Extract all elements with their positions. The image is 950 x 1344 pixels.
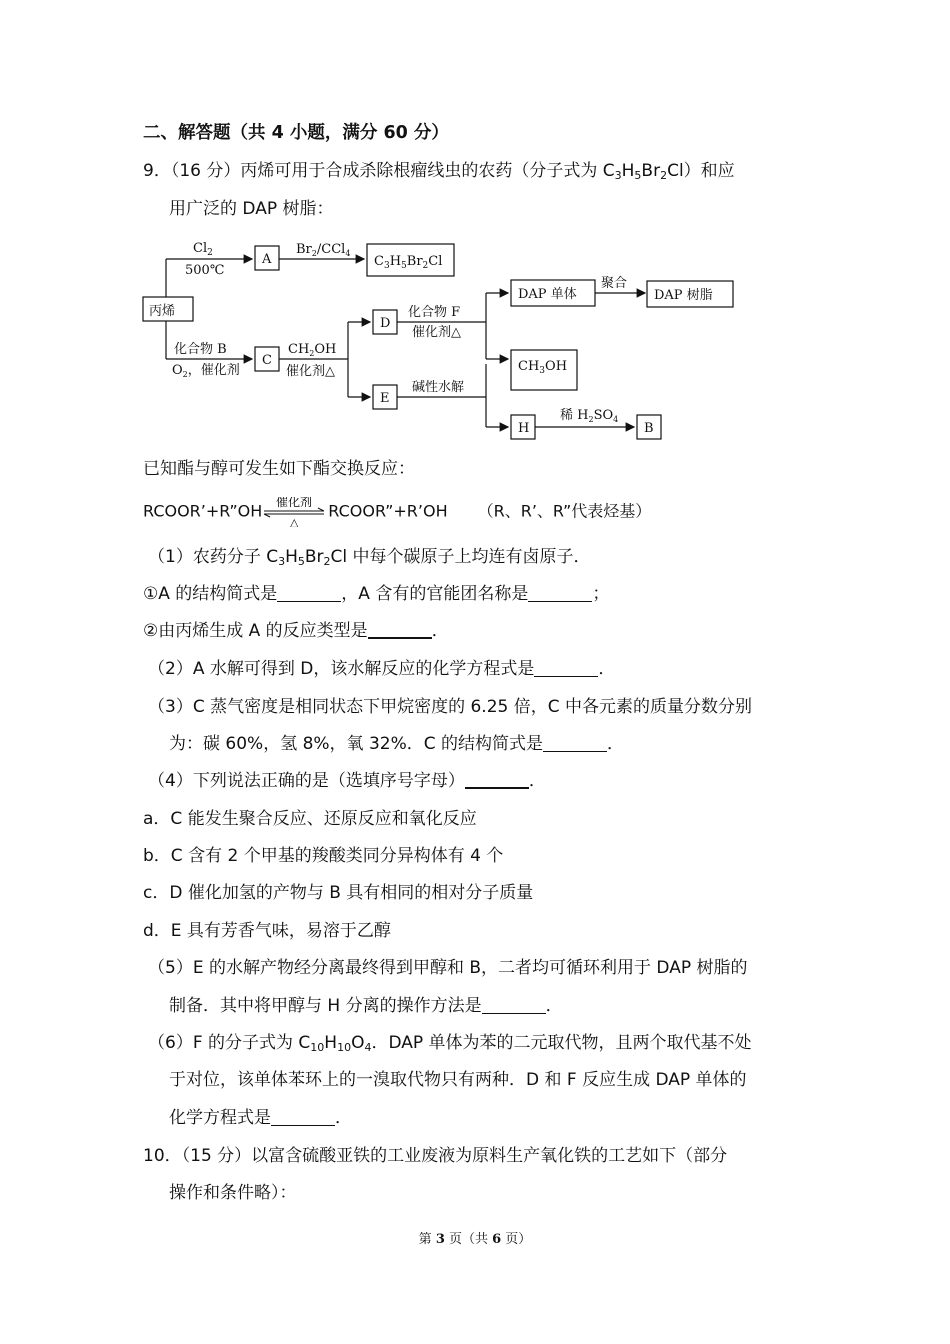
footer-pre: 第: [418, 1232, 436, 1247]
h-label: H: [518, 421, 530, 436]
q9-line1: [143, 160, 735, 182]
p2-end: ．: [598, 659, 616, 679]
answer-blank[interactable]: [534, 660, 598, 677]
resin-diagram-part: [645, 279, 737, 309]
sub-5b: 5: [297, 555, 305, 568]
eq-catalyst: 催化剂: [276, 497, 313, 509]
q9-part1: [148, 546, 591, 568]
footer-total-pages: 6: [492, 1232, 502, 1247]
eq-left: RCOOR’+R”OH: [143, 501, 263, 521]
formula-br: Br: [641, 161, 661, 181]
p6-end: ．: [335, 1108, 352, 1128]
page-footer: [0, 1228, 950, 1247]
footer-mid: 页（共: [444, 1232, 493, 1247]
q9-p1-text: （1）农药分子 C: [148, 547, 279, 567]
p1a-mid: ，A 含有的官能团名称是: [341, 584, 529, 604]
sub-10b: 10: [337, 1041, 352, 1054]
p1a-pre: ①A 的结构简式是: [143, 584, 278, 604]
ch3oh-label: $CH_3OH$: [518, 359, 568, 376]
sub-2b: 2: [323, 555, 331, 568]
resin-label: DAP 树脂: [654, 288, 713, 303]
o2-cat-label: $O_2$，催化剂: [172, 363, 240, 379]
sub-2: 2: [660, 169, 668, 182]
p5-pre: 制备．其中将甲醇与 H 分离的操作方法是: [169, 996, 482, 1016]
q9-part3-line2: [169, 733, 624, 755]
p6-pre: （6）F 的分子式为 C: [148, 1033, 311, 1053]
q9-part5-line2: [169, 995, 563, 1017]
option-b: b．C 含有 2 个甲基的羧酸类同分异构体有 4 个: [143, 846, 504, 866]
equilibrium-arrow: [262, 497, 328, 527]
formula-h-c: H: [324, 1033, 338, 1053]
q10-line2: 操作和条件略）：: [169, 1183, 297, 1203]
q9-line1-tail: ）和应: [683, 161, 735, 181]
p3-pre: 为：碳 60%，氢 8%，氧 32%．C 的结构简式是: [169, 734, 544, 754]
option-c: c．D 催化加氢的产物与 B 具有相同的相对分子质量: [143, 883, 534, 903]
b-label: B: [644, 421, 654, 436]
sub-3b: 3: [278, 555, 286, 568]
option-a: a．C 能发生聚合反应、还原反应和氧化反应: [143, 809, 477, 829]
q9-part4: [148, 770, 546, 792]
product-formula: $C_3H_5Br_2Cl$: [374, 254, 443, 271]
p1b-pre: ②由丙烯生成 A 的反应类型是: [143, 621, 368, 641]
q9-part5-line1: （5）E 的水解产物经分离最终得到甲醇和 B，二者均可循环利用于 DAP 树脂的: [148, 958, 748, 978]
q9-part6-line2: 于对位，该单体苯环上的一溴取代物只有两种．D 和 F 反应生成 DAP 单体的: [169, 1070, 747, 1090]
e-label: E: [380, 391, 390, 406]
cmpb-label: 化合物 B: [174, 342, 227, 357]
d-label: D: [380, 316, 391, 331]
formula-br-b: Br: [304, 547, 324, 567]
answer-blank[interactable]: [271, 1109, 335, 1126]
answer-blank[interactable]: [277, 585, 341, 602]
ch2oh-label: $CH_2OH$: [288, 342, 337, 358]
formula-o: O: [351, 1033, 365, 1053]
eq-right: RCOOR”+R’OH: [328, 501, 448, 521]
a-label: A: [262, 252, 272, 267]
answer-blank[interactable]: [528, 585, 592, 602]
formula-h-b: H: [285, 547, 298, 567]
known-text: 已知酯与醇可发生如下酯交换反应：: [143, 459, 415, 479]
answer-blank[interactable]: [368, 621, 432, 639]
formula-cl: Cl: [667, 161, 684, 181]
q9-p1-tail: Cl 中每个碳原子上均连有卤原子．: [330, 547, 591, 567]
temp-label: 500℃: [185, 263, 225, 278]
p6-tail: ．DAP 单体为苯的二元取代物，且两个取代基不处: [371, 1033, 752, 1053]
p1b-end: ．: [431, 621, 449, 641]
p4-end: ．: [528, 771, 546, 791]
propene-label: 丙烯: [149, 304, 176, 319]
cat3-label: 催化剂△: [412, 325, 461, 340]
q10-line1: 10．（15 分）以富含硫酸亚铁的工业废液为原料生产氧化铁的工艺如下（部分: [143, 1146, 728, 1166]
p4-pre: （4）下列说法正确的是（选填序号字母）: [148, 771, 465, 791]
answer-blank[interactable]: [543, 735, 607, 752]
eq-note: （R、R’、R”代表烃基）: [477, 501, 652, 521]
section-title: 二、解答题（共 4 小题，满分 60 分）: [143, 123, 449, 143]
transesterification-equation: [143, 497, 651, 527]
q9-part2: [148, 658, 615, 680]
cmpf-label: 化合物 F: [408, 305, 461, 320]
cat2-label: 催化剂△: [286, 364, 335, 379]
br2-ccl4-label: $Br_2/CCl_4$: [296, 242, 351, 258]
c-label: C: [262, 353, 272, 368]
q9-part3-line1: （3）C 蒸气密度是相同状态下甲烷密度的 6.25 倍，C 中各元素的质量分数分别: [148, 697, 753, 717]
q9-line1-text: 9．（16 分）丙烯可用于合成杀除根瘤线虫的农药（分子式为 C: [143, 161, 615, 181]
sub-5: 5: [634, 169, 642, 182]
footer-post: 页）: [501, 1232, 532, 1247]
option-d: d．E 具有芳香气味，易溶于乙醇: [143, 921, 391, 941]
q9-part1a: [143, 583, 609, 605]
p1a-end: ；: [592, 584, 610, 604]
sub-4: 4: [364, 1041, 372, 1054]
monomer-label: DAP 单体: [518, 287, 577, 302]
dilute-h2so4-label: 稀 $H_2SO_4$: [560, 408, 619, 424]
answer-blank[interactable]: [465, 771, 529, 789]
polymerize-label: 聚合: [601, 276, 628, 291]
q9-part1b: [143, 620, 449, 642]
q9-line2: 用广泛的 DAP 树脂：: [169, 199, 334, 219]
p2-pre: （2）A 水解可得到 D，该水解反应的化学方程式是: [148, 659, 535, 679]
q9-part6-line1: [148, 1032, 752, 1054]
eq-heat: △: [290, 516, 299, 527]
answer-blank[interactable]: [482, 997, 546, 1014]
sub-10: 10: [310, 1041, 325, 1054]
cl2-label: $Cl_2$: [193, 241, 213, 258]
sub-3: 3: [614, 169, 622, 182]
p3-end: ．: [607, 734, 625, 754]
hydrolysis-label: 碱性水解: [412, 380, 465, 395]
reaction-scheme-diagram: [138, 232, 678, 444]
q9-part6-line3: [169, 1107, 352, 1129]
p6-l3-pre: 化学方程式是: [169, 1108, 271, 1128]
p5-end: ．: [545, 996, 563, 1016]
footer-page-number: 3: [435, 1232, 445, 1247]
formula-h: H: [621, 161, 635, 181]
